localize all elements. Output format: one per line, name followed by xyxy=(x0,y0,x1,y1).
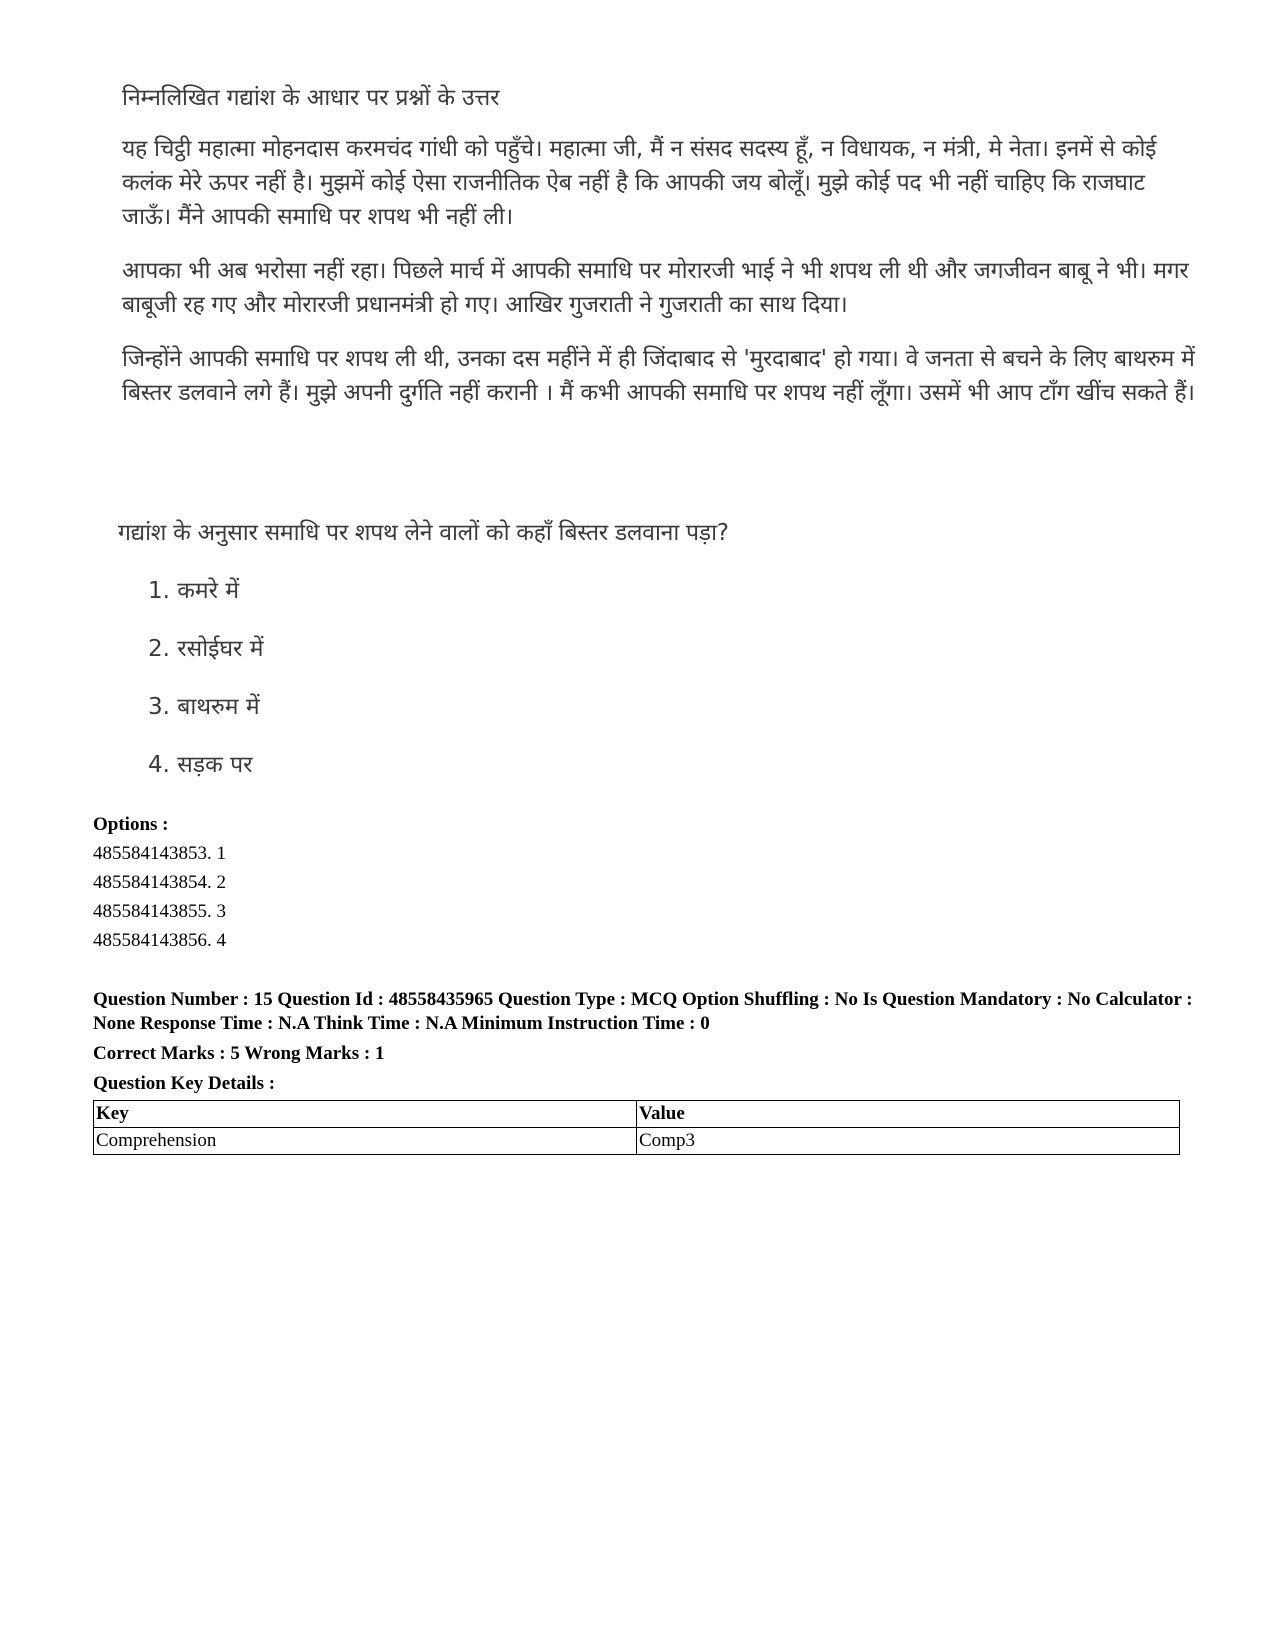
question-meta xyxy=(93,988,1193,1096)
option-item: 485584143853. 1 xyxy=(93,843,226,864)
marks-line: Correct Marks : 5 Wrong Marks : 1 xyxy=(93,1043,385,1064)
table-header: Key xyxy=(94,1101,637,1128)
option-item: 485584143856. 4 xyxy=(93,930,226,951)
passage-heading: निम्नलिखित गद्यांश के आधार पर प्रश्नों के उत्तर xyxy=(122,85,500,111)
question-text: गद्यांश के अनुसार समाधि पर शपथ लेने वालों को कहाँ बिस्तर डलवाना पड़ा? xyxy=(118,520,729,546)
table-header-row xyxy=(94,1101,1180,1128)
options-label: Options : xyxy=(93,814,169,835)
question-image xyxy=(118,515,729,805)
table-cell: Comp3 xyxy=(637,1128,1180,1155)
question-choice: 1. कमरे में xyxy=(148,578,240,604)
key-table xyxy=(93,1100,1180,1155)
question-choice: 2. रसोईघर में xyxy=(148,636,264,662)
table-row xyxy=(94,1128,1180,1155)
passage-paragraph: जिन्होंने आपकी समाधि पर शपथ ली थी, उनका दस महींने में ही जिंदाबाद से 'मुरदाबाद' हो गया। वे जनता से बचने के लिए बाथरुम में बिस्तर डलवाने लगे हैं। मुझे अपनी दुर्गति नहीं करानी । मैं कभी आपकी समाधि पर शपथ नहीं लूँगा। उसमें भी आप टाँग खींच सकते हैं। xyxy=(122,346,1195,406)
option-item: 485584143854. 2 xyxy=(93,872,226,893)
options-list xyxy=(93,810,226,955)
question-choice: 4. सड़क पर xyxy=(148,752,253,778)
passage-paragraph: यह चिट्ठी महात्मा मोहनदास करमचंद गांधी को पहुँचे। महात्मा जी, मैं न संसद सदस्य हूँ, न विधायक, न मंत्री, मे नेता। इनमें से कोई कलंक मेरे ऊपर नहीं है। मुझमें कोई ऐसा राजनीतिक ऐब नहीं है कि आपकी जय बोलूँ। मुझे कोई पद भी नहीं चाहिए कि राजघाट जाऊँ। मैंने आपकी समाधि पर शपथ भी नहीं ली। xyxy=(122,136,1157,230)
table-cell: Comprehension xyxy=(94,1128,637,1155)
passage-image xyxy=(118,80,1198,430)
question-choice: 3. बाथरुम में xyxy=(148,694,260,720)
table-header: Value xyxy=(637,1101,1180,1128)
passage-paragraph: आपका भी अब भरोसा नहीं रहा। पिछले मार्च में आपकी समाधि पर मोरारजी भाई ने भी शपथ ली थी और जगजीवन बाबू ने भी। मगर बाबूजी रह गए और मोरारजी प्रधानमंत्री हो गए। आखिर गुजराती ने गुजराती का साथ दिया। xyxy=(122,258,1189,318)
question-meta-line: Question Number : 15 Question Id : 48558435965 Question Type : MCQ Option Shuffling : No Is Question Mandatory : No Calculator : None Response Time : N.A Think Time : N.A Minimum Instruction Time : 0 xyxy=(93,989,1193,1034)
option-item: 485584143855. 3 xyxy=(93,901,226,922)
key-details-label: Question Key Details : xyxy=(93,1073,276,1094)
